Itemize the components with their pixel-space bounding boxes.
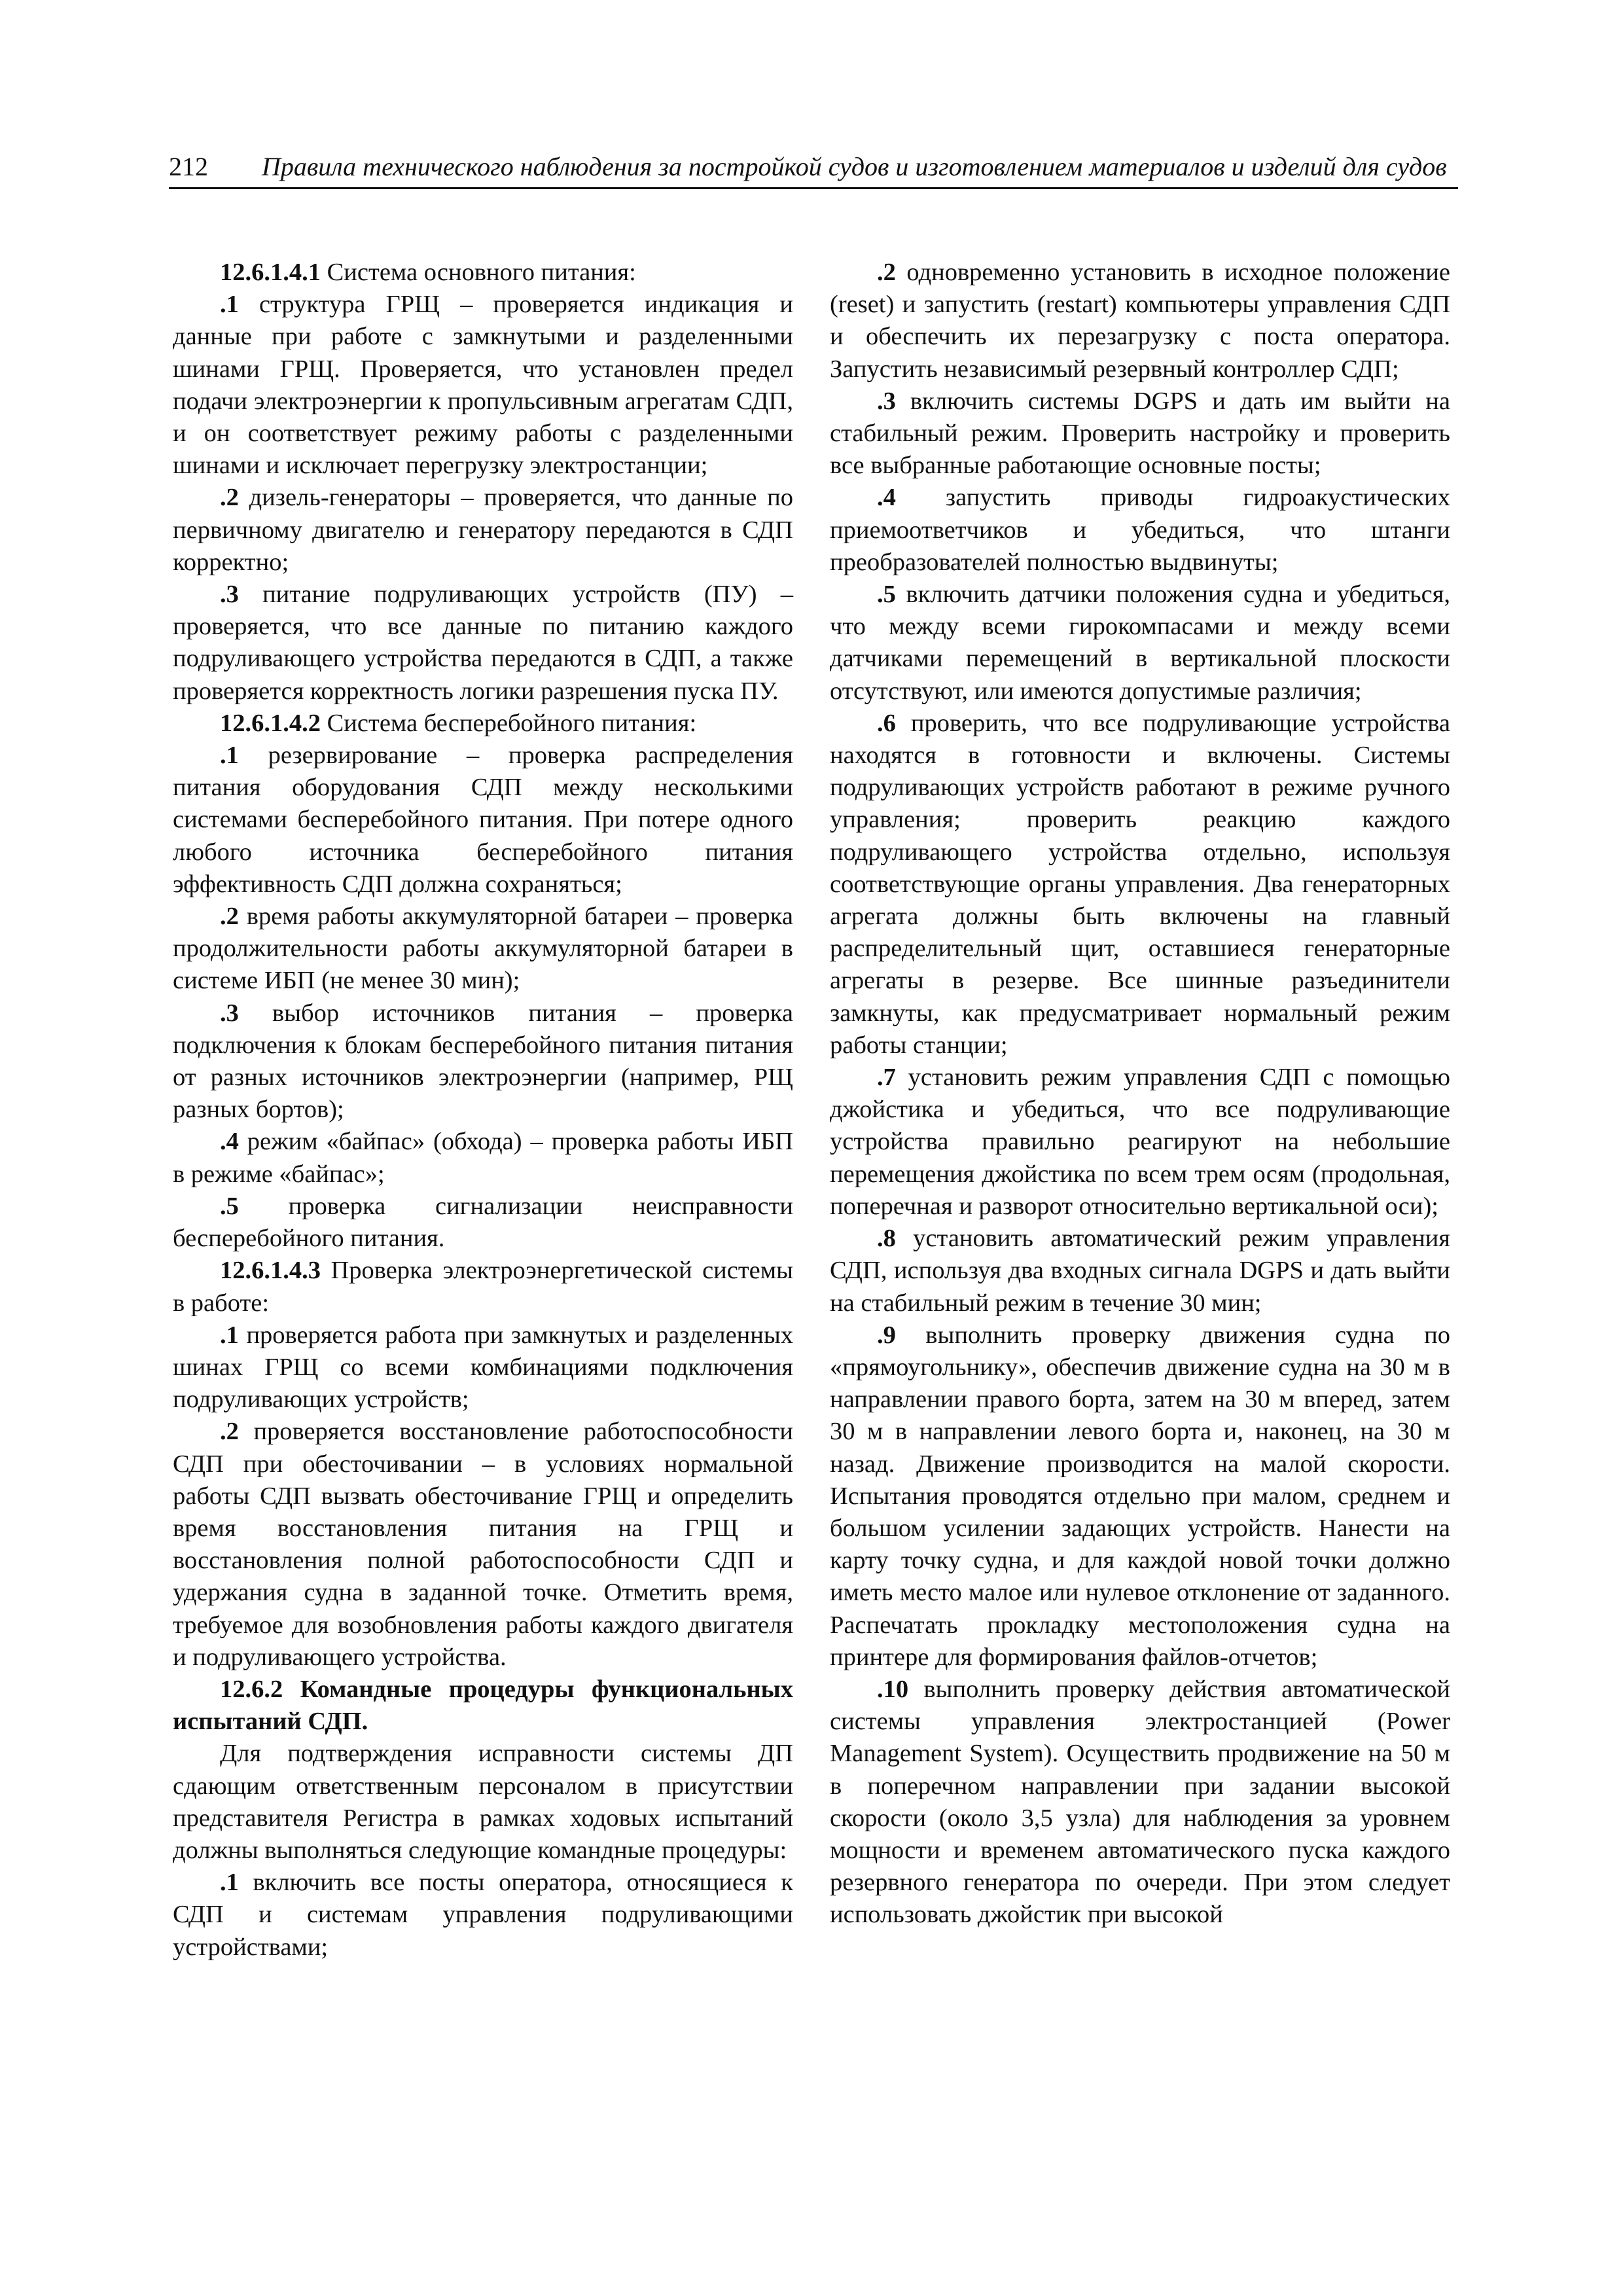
paragraph: .2 время работы аккумуляторной батареи – проверка продолжительности работы аккумуляторной батареи в системе ИБП (не менее 30 мин); <box>173 903 793 995</box>
paragraph: .2 проверяется восстановление работоспособности СДП при обесточивании – в условиях нормальной работы СДП вызвать обесточивание ГРЩ и определить время восстановления питания на ГРЩ и восстановления полной работоспособности СДП и удержания судна в заданной точке. Отметить время, требуемое для возобновления работы каждого двигателя и подруливающего устройства. <box>173 1418 793 1671</box>
paragraph: .9 выполнить проверку движения судна по «прямоугольнику», обеспечив движение судна на 30 м в направлении правого борта, затем на 30 м вперед, затем 30 м в направлении левого борта и, наконец, на 30 м назад. Движение производится на малой скорости. Испытания проводятся отдельно при малом, среднем и большом усилении задающих устройств. Нанести на карту точку судна, и для каждой новой точки должно иметь место малое или нулевое отклонение от заданного. Распечатать прокладку местоположения судна на принтере для формирования файлов-отчетов; <box>830 1321 1450 1671</box>
paragraph: .3 выбор источников питания – проверка подключения к блокам бесперебойного питания питания от разных источников электроэнергии (например, РЩ разных бортов); <box>173 999 793 1124</box>
paragraph: .2 дизель-генераторы – проверяется, что данные по первичному двигателю и генератору передаются в СДП корректно; <box>173 484 793 576</box>
paragraph: .7 установить режим управления СДП с помощью джойстика и убедиться, что все подруливающие устройства правильно реагируют на небольшие перемещения джойстика по всем трем осям (продольная, поперечная и разворот относительно вертикальной оси); <box>830 1064 1450 1220</box>
paragraph: .3 питание подруливающих устройств (ПУ) – проверяется, что все данные по питанию каждого подруливающего устройства передаются в СДП, а также проверяется корректность логики разрешения пуска ПУ. <box>173 581 793 705</box>
paragraph: .1 резервирование – проверка распределения питания оборудования СДП между несколькими системами бесперебойного питания. При потере одного любого источника бесперебойного питания эффективность СДП должна сохраняться; <box>173 742 793 898</box>
paragraph: .5 включить датчики положения судна и убедиться, что между всеми гирокомпасами и между всеми датчиками перемещений в вертикальной плоскости отсутствуют, или имеются допустимые различия; <box>830 581 1450 705</box>
paragraph: .1 проверяется работа при замкнутых и разделенных шинах ГРЩ со всеми комбинациями подключения подруливающих устройств; <box>173 1321 793 1414</box>
right-column <box>830 257 1450 1931</box>
paragraph: .6 проверить, что все подруливающие устройства находятся в готовности и включены. Системы подруливающих устройств работают в режиме ручного управления; проверить реакцию каждого подруливающего устройства отдельно, используя соответствующие органы управления. Два генераторных агрегата должны быть включены на главный распределительный щит, оставшиеся генераторные агрегаты в резерве. Все шинные разъединители замкнуты, как предусматривает нормальный режим работы станции; <box>830 709 1450 1059</box>
paragraph: 12.6.1.4.2 Система бесперебойного питания: <box>220 709 697 737</box>
paragraph: 12.6.1.4.3 Проверка электроэнергетической системы в работе: <box>173 1257 793 1317</box>
section-heading: 12.6.2 Командные процедуры функциональных испытаний СДП. <box>173 1675 793 1736</box>
paragraph: 12.6.1.4.1 Система основного питания: <box>220 259 636 286</box>
paragraph: .10 выполнить проверку действия автоматической системы управления электростанцией (Power Management System). Осуществить продвижение на 50 м в поперечном направлении при задании высокой скорости (около 3,5 узла) для наблюдения за уровнем мощности и временем автоматического пуска каждого резервного генератора по очереди. При этом следует использовать джойстик при высокой <box>830 1675 1450 1929</box>
paragraph: Для подтверждения исправности системы ДП сдающим ответственным персоналом в присутствии представителя Регистра в рамках ходовых испытаний должны выполняться следующие командные процедуры: <box>173 1740 793 1864</box>
paragraph: .8 установить автоматический режим управления СДП, используя два входных сигнала DGPS и дать выйти на стабильный режим в течение 30 мин; <box>830 1225 1450 1317</box>
paragraph: .5 проверка сигнализации неисправности бесперебойного питания. <box>173 1192 793 1253</box>
running-header <box>169 145 1458 189</box>
paragraph: .2 одновременно установить в исходное положение (reset) и запустить (restart) компьютеры управления СДП и обеспечить их перезагрузку с поста оператора. Запустить независимый резервный контроллер СДП; <box>830 259 1450 383</box>
paragraph: .4 режим «байпас» (обхода) – проверка работы ИБП в режиме «байпас»; <box>173 1128 793 1188</box>
paragraph: .4 запустить приводы гидроакустических приемоответчиков и убедиться, что штанги преобразователей полностью выдвинуты; <box>830 484 1450 576</box>
page-number: 212 <box>169 152 208 181</box>
paragraph: .3 включить системы DGPS и дать им выйти на стабильный режим. Проверить настройку и проверить все выбранные работающие основные посты; <box>830 387 1450 480</box>
paragraph: .1 включить все посты оператора, относящиеся к СДП и системам управления подруливающими устройствами; <box>173 1869 793 1961</box>
paragraph: .1 структура ГРЩ – проверяется индикация и данные при работе с замкнутыми и разделенными шинами ГРЩ. Проверяется, что установлен предел подачи электроэнергии к пропульсивным агрегатам СДП, и он соответствует режиму работы с разделенными шинами и исключает перегрузку электростанции; <box>173 291 793 480</box>
left-column <box>173 257 793 1964</box>
running-header-title: Правила технического наблюдения за постройкой судов и изготовлением материалов и изделий для судов <box>262 152 1447 181</box>
